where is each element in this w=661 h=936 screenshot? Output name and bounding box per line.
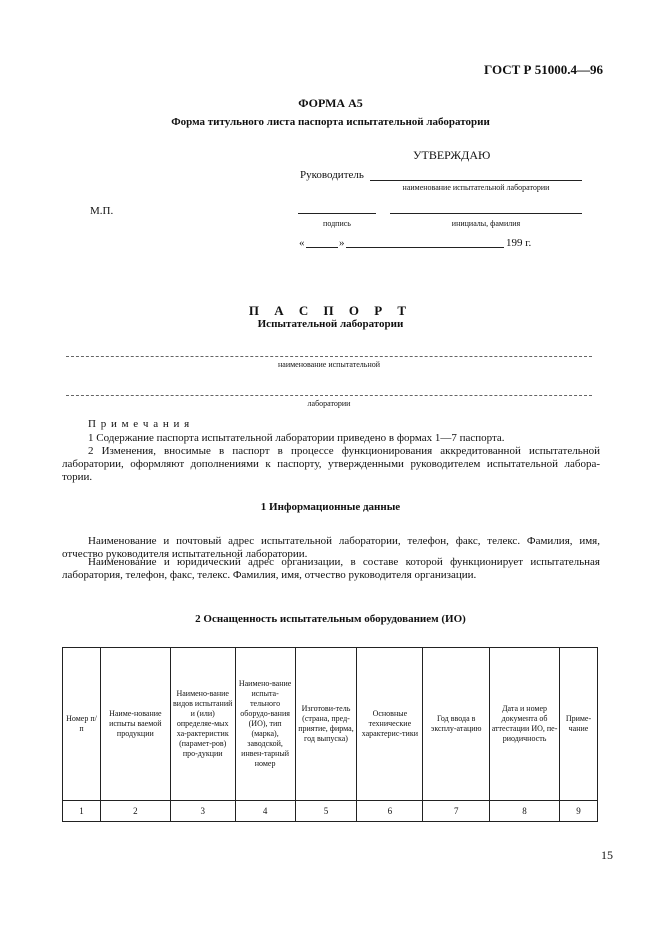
column-header: Наимено-вание испыта-тельного оборудо-вания (ИО), тип (марка), заводской, инвен-тарный номер — [235, 648, 295, 801]
column-number: 8 — [490, 801, 560, 822]
table-number-row — [63, 801, 598, 822]
day-line — [306, 247, 338, 248]
seal-label: М.П. — [90, 205, 114, 217]
column-number: 6 — [357, 801, 423, 822]
table-header-row — [63, 648, 598, 801]
note-2: 2 Изменения, вносимые в паспорт в процессе функционирования аккредитованной испытательной лаборатории, оформляют дополнениями к паспорту, утвержденными руководителем испытательной лабора-тории. — [62, 445, 600, 483]
notes-heading: П р и м е ч а н и я — [88, 418, 191, 430]
passport-subtitle: Испытательной лаборатории — [257, 318, 404, 330]
form-title: ФОРМА А5 — [298, 96, 363, 110]
date-open-quote: « — [299, 237, 305, 249]
approve-label: УТВЕРЖДАЮ — [413, 148, 491, 162]
column-number: 5 — [295, 801, 357, 822]
column-header: Основные технические характерис-тики — [357, 648, 423, 801]
column-number: 1 — [63, 801, 101, 822]
name-caption: инициалы, фамилия — [451, 219, 521, 228]
year-label: 199 г. — [506, 237, 532, 249]
column-header: Год ввода в эксплу-атацию — [423, 648, 490, 801]
head-caption: наименование испытательной лаборатории — [402, 183, 550, 192]
date-close-quote: » — [339, 237, 345, 249]
column-header: Дата и номер документа об аттестации ИО, пе-риодичность — [490, 648, 560, 801]
equipment-table — [62, 647, 598, 822]
standard-header: ГОСТ Р 51000.4—96 — [484, 62, 603, 77]
signature-line — [298, 213, 376, 214]
column-header: Наиме-нование испыты ваемой продукции — [100, 648, 170, 801]
column-number: 3 — [170, 801, 235, 822]
column-number: 4 — [235, 801, 295, 822]
section-2-title: 2 Оснащенность испытательным оборудованием (ИО) — [195, 613, 466, 625]
head-label: Руководитель — [300, 169, 364, 181]
column-number: 9 — [559, 801, 597, 822]
lab-name-caption-2: лаборатории — [307, 399, 351, 408]
section-1-title: 1 Информационные данные — [260, 501, 401, 513]
lab-name-line-1 — [66, 356, 592, 357]
section-1-para-2: Наименование и юридический адрес организации, в составе которой функционирует испытательная лаборатория, телефон, факс, телекс. Фамилия, имя, отчество руководителя организации. — [62, 556, 600, 581]
column-header: Изготови-тель (страна, пред-приятие, фирма, год выпуска) — [295, 648, 357, 801]
column-header: Приме-чание — [559, 648, 597, 801]
signature-caption: подпись — [323, 219, 351, 228]
note-1: 1 Содержание паспорта испытательной лаборатории приведено в формах 1—7 паспорта. — [88, 432, 505, 444]
passport-title: П А С П О Р Т — [248, 303, 413, 318]
name-line — [390, 213, 582, 214]
column-header: Наимено-вание видов испытаний и (или) определяе-мых ха-рактеристик (парамет-ров) про-дукции — [170, 648, 235, 801]
form-subtitle: Форма титульного листа паспорта испытательной лаборатории — [171, 116, 490, 128]
column-header: Номер п/п — [63, 648, 101, 801]
section-1-para-1: Наименование и почтовый адрес испытательной лаборатории, телефон, факс, телекс. Фамилия, имя, отчество руководителя испытательной лаборатории. — [62, 535, 600, 560]
column-number: 7 — [423, 801, 490, 822]
lab-name-line-2 — [66, 395, 592, 396]
head-line — [370, 180, 582, 181]
page-number: 15 — [601, 848, 613, 862]
column-number: 2 — [100, 801, 170, 822]
month-line — [346, 247, 504, 248]
lab-name-caption-1: наименование испытательной — [277, 360, 381, 369]
